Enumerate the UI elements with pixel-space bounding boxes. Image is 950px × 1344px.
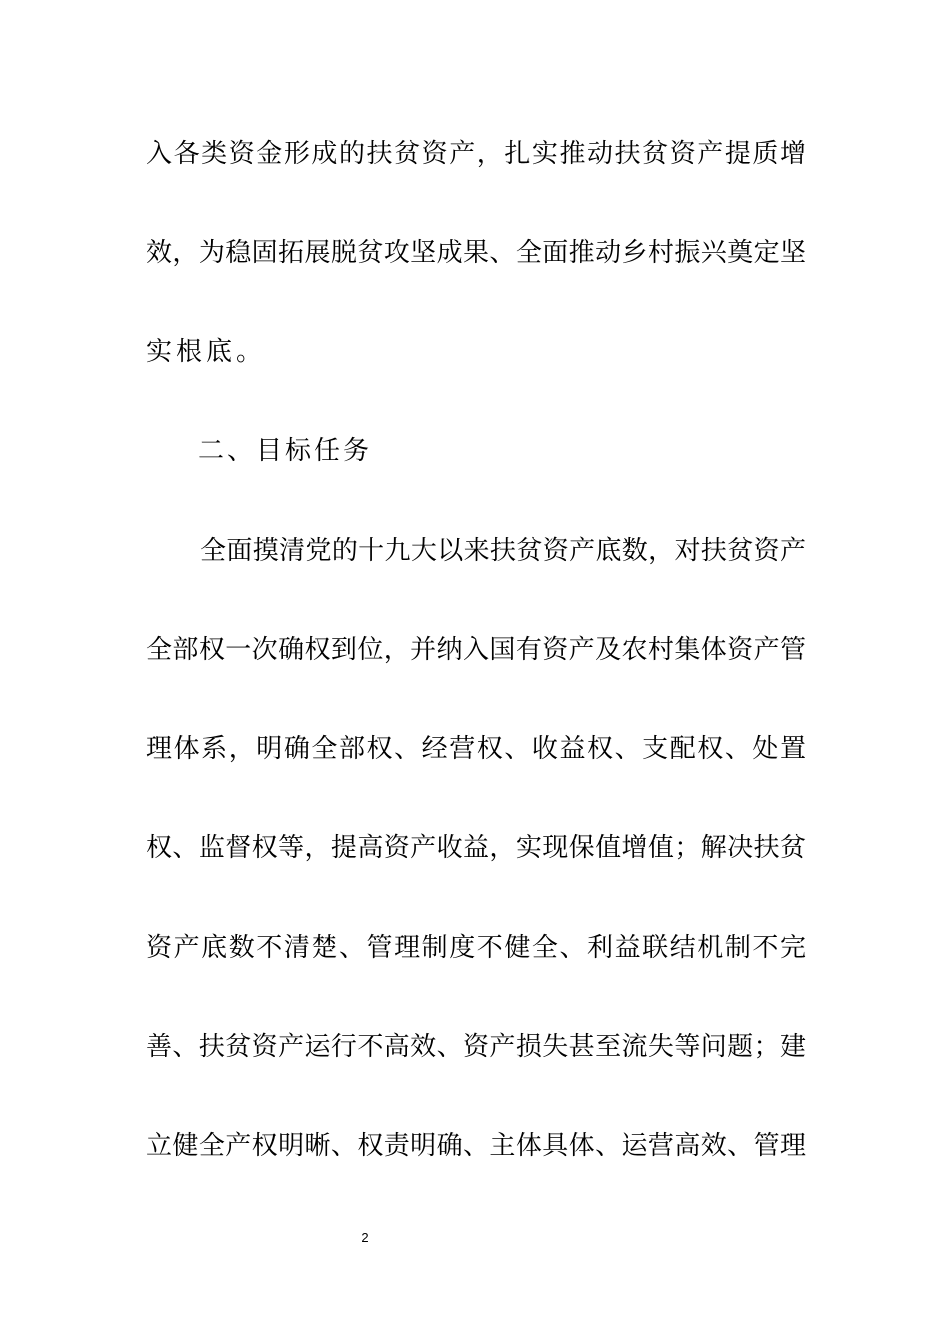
body-text-line: 善、扶贫资产运行不高效、资产损失甚至流失等问题；建 bbox=[146, 1032, 806, 1062]
body-text-line: 立健全产权明晰、权责明确、主体具体、运营高效、管理 bbox=[146, 1131, 806, 1161]
body-text-line: 全部权一次确权到位，并纳入国有资产及农村集体资产管 bbox=[146, 635, 806, 665]
page-number: 2 bbox=[361, 1230, 369, 1245]
body-text-line: 权、监督权等，提高资产收益，实现保值增值；解决扶贫 bbox=[146, 833, 806, 863]
body-text-line: 入各类资金形成的扶贫资产，扎实推动扶贫资产提质增 bbox=[146, 139, 806, 169]
paragraph-first-line: 全面摸清党的十九大以来扶贫资产底数，对扶贫资产 bbox=[200, 536, 806, 566]
body-text-line: 实根底。 bbox=[146, 337, 267, 367]
body-text-line: 理体系，明确全部权、经营权、收益权、支配权、处置 bbox=[146, 734, 806, 764]
section-heading: 二、目标任务 bbox=[198, 436, 373, 466]
body-text-line: 效，为稳固拓展脱贫攻坚成果、全面推动乡村振兴奠定坚 bbox=[146, 238, 806, 268]
body-text-line: 资产底数不清楚、管理制度不健全、利益联结机制不完 bbox=[146, 933, 806, 963]
